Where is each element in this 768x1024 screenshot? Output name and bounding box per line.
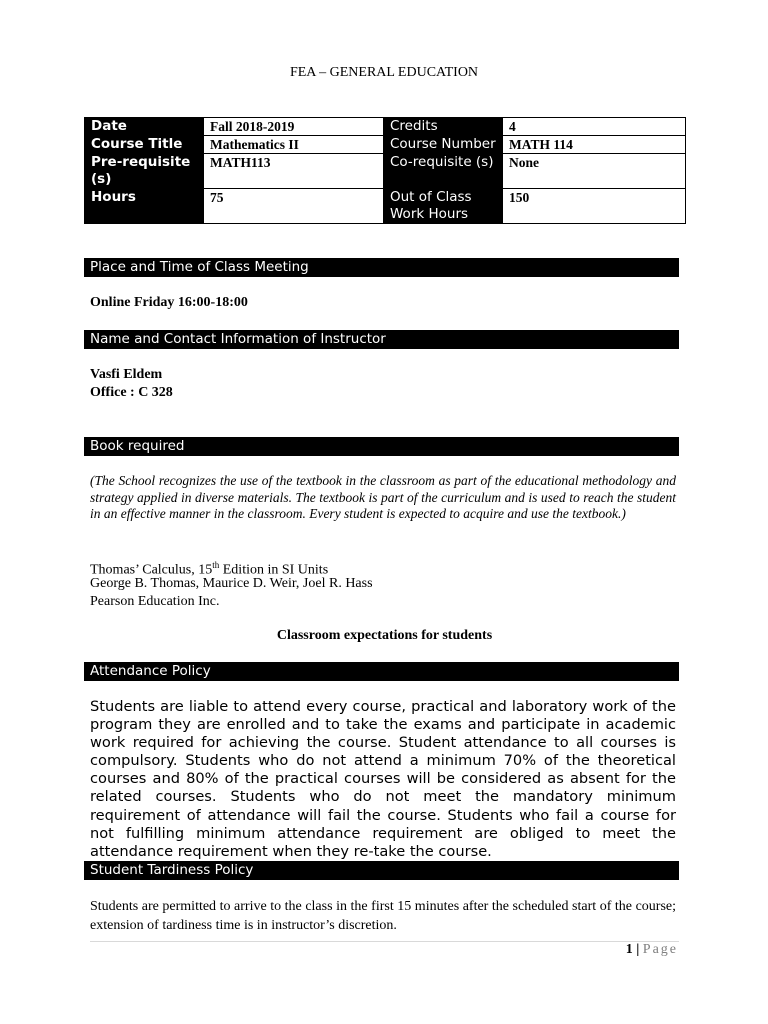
footer-divider: [90, 941, 679, 942]
book-title-text: Thomas’ Calculus, 15: [90, 562, 213, 578]
table-row: [85, 154, 686, 189]
course-info-table: [84, 117, 686, 224]
hours-label: Hours: [85, 189, 204, 224]
table-row: [85, 189, 686, 224]
expectations-heading: Classroom expectations for students: [276, 628, 493, 643]
date-label: Date: [85, 118, 204, 136]
credits-value: 4: [503, 118, 686, 136]
credits-label: Credits: [384, 118, 503, 136]
instructor-name: Vasfi Eldem: [90, 367, 163, 382]
section-heading-book: Book required: [84, 437, 679, 456]
section-heading-attendance: Attendance Policy: [84, 662, 679, 681]
out-of-class-label: Out of Class Work Hours: [384, 189, 503, 224]
book-title-suffix: Edition in SI Units: [219, 562, 329, 578]
page-number: 1: [625, 942, 633, 957]
course-title-label: Course Title: [85, 136, 204, 154]
prerequisite-label: Pre-requisite (s): [85, 154, 204, 189]
hours-value: 75: [204, 189, 384, 224]
page-label: Page: [642, 942, 678, 957]
section-heading-place-time: Place and Time of Class Meeting: [84, 258, 679, 277]
place-time-text: Online Friday 16:00-18:00: [90, 295, 248, 310]
page-header-title: FEA – GENERAL EDUCATION: [289, 65, 479, 80]
book-publisher: Pearson Education Inc.: [90, 594, 220, 609]
section-heading-instructor: Name and Contact Information of Instructor: [84, 330, 679, 349]
prerequisite-value: MATH113: [204, 154, 384, 189]
course-title-value: Mathematics II: [204, 136, 384, 154]
tardiness-policy-text: Students are permitted to arrive to the class in the first 15 minutes after the scheduled start of the course; extension of tardiness time is in instructor’s discretion.: [90, 899, 676, 933]
corequisite-label: Co-requisite (s): [384, 154, 503, 189]
table-row: [85, 136, 686, 154]
book-policy-note: (The School recognizes the use of the textbook in the classroom as part of the educational methodology and strategy applied in diverse materials. The textbook is part of the curriculum and is used to reach the student in an effective manner in the classroom. Every student is expected to acquire and use the textbook.): [90, 473, 676, 521]
page-separator: |: [632, 942, 643, 957]
table-row: [85, 118, 686, 136]
corequisite-value: None: [503, 154, 686, 189]
book-authors: George B. Thomas, Maurice D. Weir, Joel R. Hass: [90, 576, 373, 591]
book-edition-superscript: th: [212, 560, 220, 570]
course-number-value: MATH 114: [503, 136, 686, 154]
course-number-label: Course Number: [384, 136, 503, 154]
date-value: Fall 2018-2019: [204, 118, 384, 136]
instructor-office: Office : C 328: [90, 385, 173, 400]
section-heading-tardiness: Student Tardiness Policy: [84, 861, 679, 880]
out-of-class-value: 150: [503, 189, 686, 224]
attendance-policy-text: Students are liable to attend every course, practical and laboratory work of the program they are enrolled and to take the exams and participate in academic work required for achieving the course. Student attendance to all courses is compulsory. Students who do not attend a minimum 70% of the theoretical courses and 80% of the practical courses will be considered as absent for the related courses. Students who do not meet the mandatory minimum requirement of attendance will fail the course. Students who fail a course for not fulfilling minimum attendance requirement are obliged to meet the attendance requirement when they re-take the course.: [90, 698, 676, 860]
page-footer: [626, 942, 678, 958]
